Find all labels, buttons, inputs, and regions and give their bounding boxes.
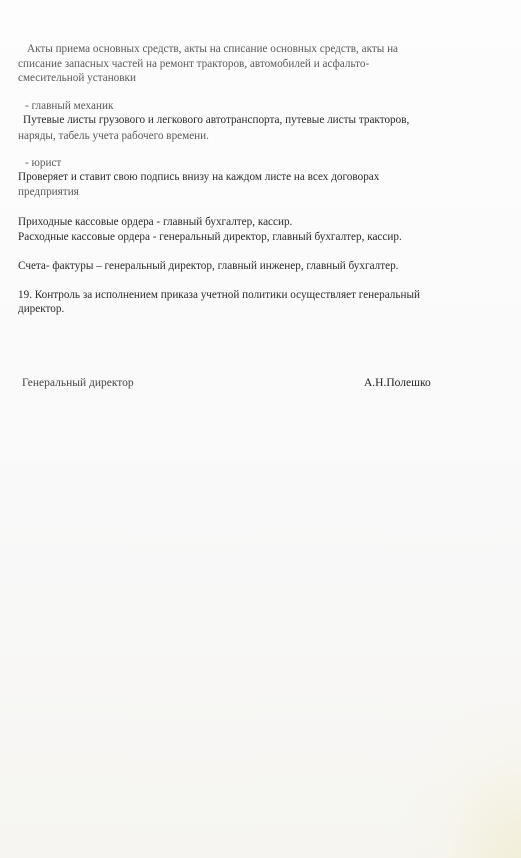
text-line: Приходные кассовые ордера - главный бухгалтер, кассир. xyxy=(18,216,293,228)
text-line: списание запасных частей на ремонт тракторов, автомобилей и асфальто- xyxy=(18,58,370,70)
text-line: наряды, табель учета рабочего времени. xyxy=(18,130,209,142)
text-line: - юрист xyxy=(25,157,62,169)
text-line: Акты приема основных средств, акты на списание основных средств, акты на xyxy=(27,43,399,55)
text-line: Путевые листы грузового и легкового автотранспорта, путевые листы тракторов, xyxy=(23,114,410,126)
signature-name: А.Н.Полешко xyxy=(364,377,431,389)
text-line: Счета- фактуры – генеральный директор, главный инженер, главный бухгалтер. xyxy=(18,260,399,272)
text-line: - главный механик xyxy=(25,100,114,112)
text-line: Расходные кассовые ордера - генеральный директор, главный бухгалтер, кассир. xyxy=(18,231,402,243)
paper-stain xyxy=(401,698,521,858)
text-line: директор. xyxy=(18,303,65,315)
text-line: Проверяет и ставит свою подпись внизу на каждом листе на всех договорах xyxy=(18,171,380,183)
text-line: смесительной установки xyxy=(18,72,136,84)
text-line: предприятия xyxy=(18,186,79,198)
text-line: 19. Контроль за исполнением приказа учетной политики осуществляет генеральный xyxy=(18,289,420,301)
signature-title: Генеральный директор xyxy=(22,377,134,389)
